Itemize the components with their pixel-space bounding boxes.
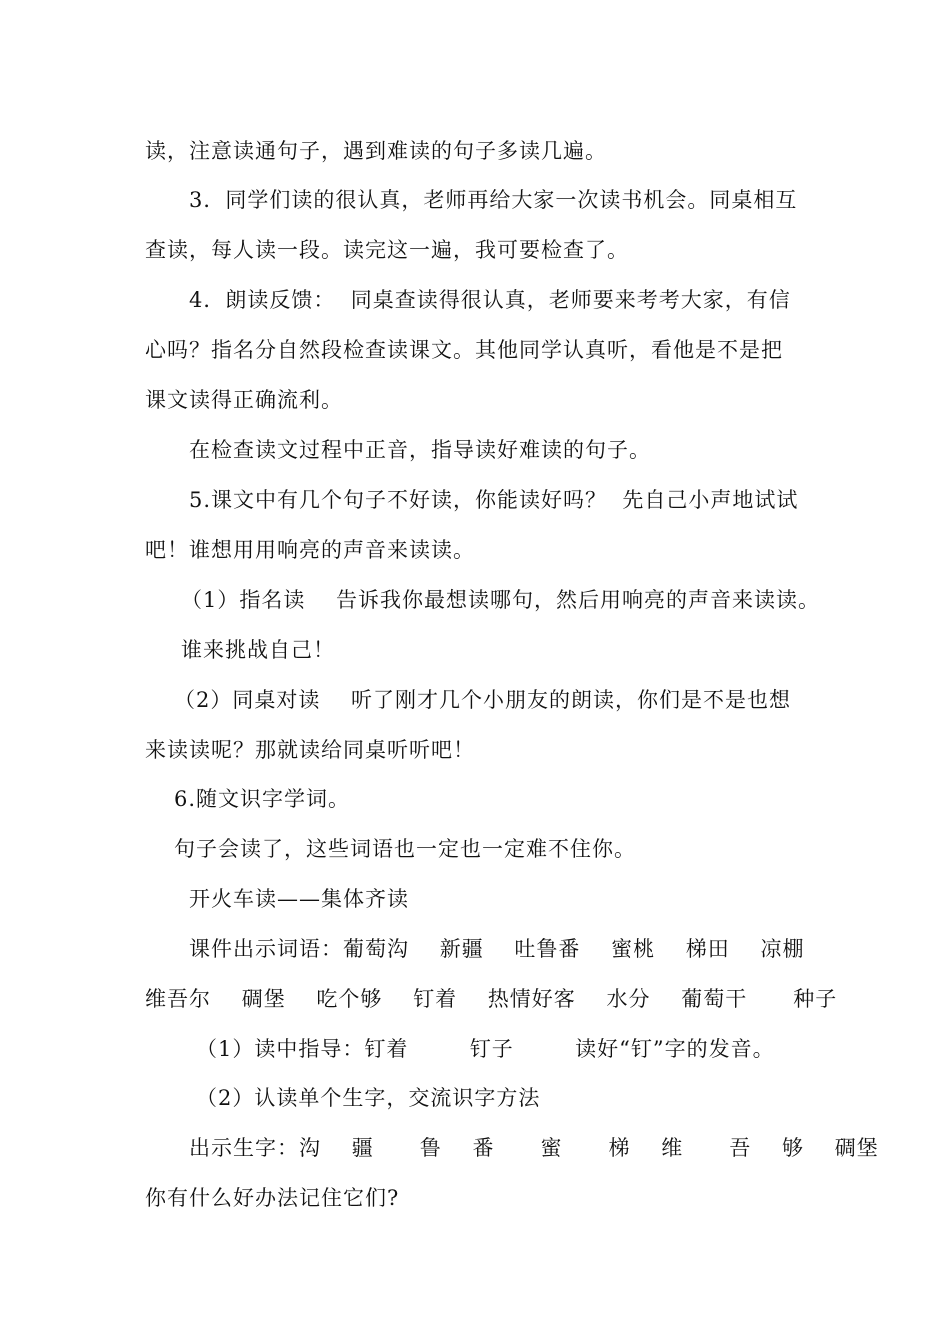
text-line: （2）同桌对读 听了刚才几个小朋友的朗读，你们是不是也想 [174,688,792,712]
text-line: 句子会读了，这些词语也一定也一定难不住你。 [174,837,636,861]
text-line: 课件出示词语：葡萄沟 新疆 吐鲁番 蜜桃 梯田 凉棚 [189,937,805,961]
text-line: 你有什么好办法记住它们? [145,1186,400,1210]
text-line: 谁来挑战自己！ [181,638,335,662]
text-line: 心吗？指名分自然段检查读课文。其他同学认真听，看他是不是把 [145,338,783,362]
text-line: 在检查读文过程中正音，指导读好难读的句子。 [189,438,651,462]
text-line: 维吾尔 碉堡 吃个够 钉着 热情好客 水分 葡萄干 种子 [145,987,838,1011]
text-line: 6.随文识字学词。 [174,787,351,811]
text-line: 出示生字：沟 疆 鲁 番 蜜 梯 维 吾 够 碉堡 [189,1136,879,1160]
text-line: （1）指名读 告诉我你最想读哪句，然后用响亮的声音来读读。 [181,588,821,612]
text-line: 3．同学们读的很认真，老师再给大家一次读书机会。同桌相互 [189,188,798,212]
text-line: 5.课文中有几个句子不好读，你能读好吗？ 先自己小声地试试 [189,488,799,512]
text-line: 4．朗读反馈： 同桌查读得很认真，老师要来考考大家，有信 [189,288,791,312]
text-line: （2）认读单个生字，交流识字方法 [196,1086,541,1110]
text-line: 开火车读——集体齐读 [189,887,409,911]
text-line: 课文读得正确流利。 [145,388,343,412]
text-line: 查读，每人读一段。读完这一遍，我可要检查了。 [145,238,629,262]
text-line: 吧！谁想用用响亮的声音来读读。 [145,538,475,562]
text-line: （1）读中指导：钉着 钉子 读好“钉”字的发音。 [196,1037,775,1061]
text-line: 读，注意读通句子，遇到难读的句子多读几遍。 [145,139,607,163]
text-line: 来读读呢？那就读给同桌听听吧！ [145,738,475,762]
